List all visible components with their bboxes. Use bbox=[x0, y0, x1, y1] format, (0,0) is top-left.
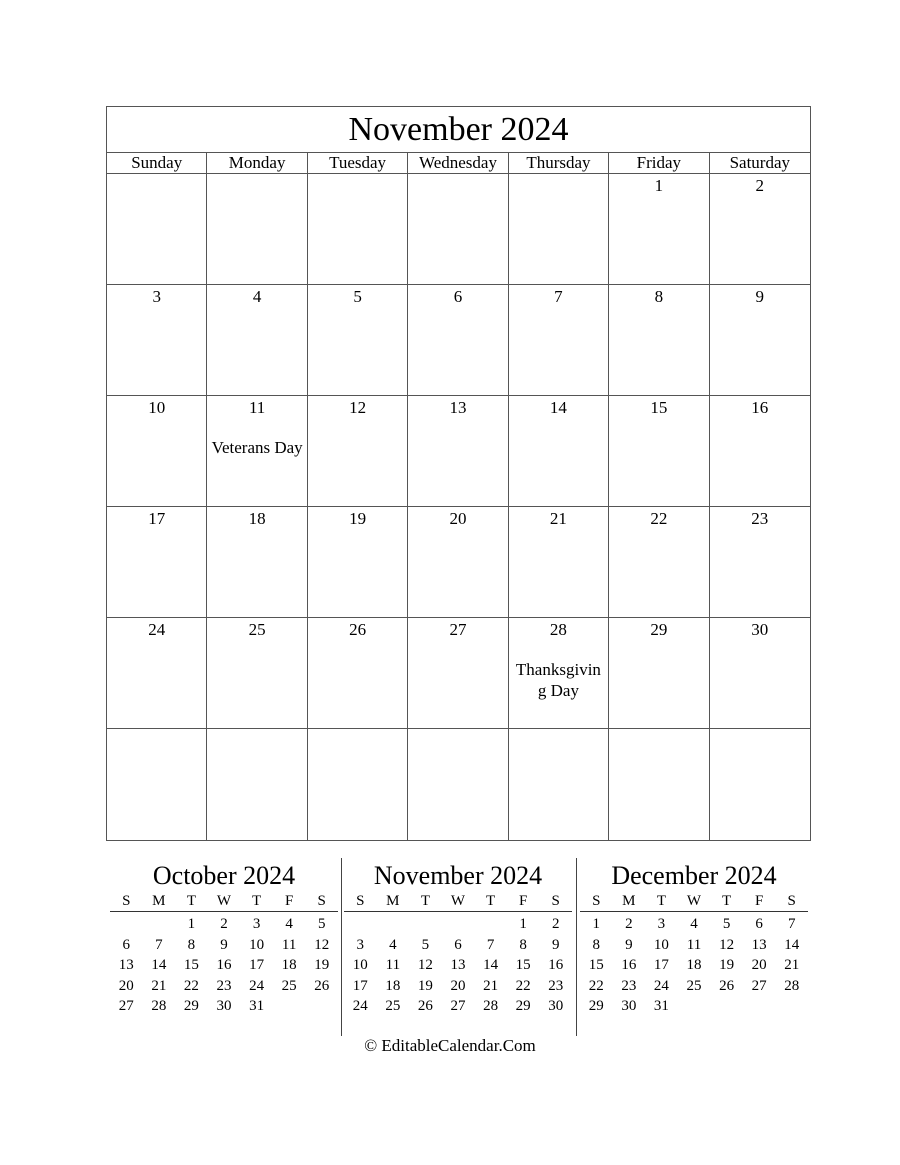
mini-day-number: 6 bbox=[755, 916, 763, 932]
day-cell bbox=[609, 507, 709, 618]
mini-weekday-header bbox=[580, 892, 808, 912]
mini-weekday-label: S bbox=[317, 893, 326, 909]
mini-day-number: 12 bbox=[314, 936, 330, 953]
day-number: 7 bbox=[554, 287, 563, 306]
day-cell bbox=[107, 285, 207, 396]
mini-day-number: 16 bbox=[548, 957, 564, 973]
day-cell bbox=[609, 396, 709, 507]
mini-day-number: 10 bbox=[653, 936, 669, 953]
mini-day-number: 29 bbox=[183, 998, 199, 1014]
holiday-label: Thanksgiving Day bbox=[515, 660, 601, 700]
mini-day-number: 18 bbox=[385, 977, 401, 994]
mini-day-number: 9 bbox=[551, 936, 560, 953]
day-cell bbox=[710, 396, 810, 507]
mini-day-number bbox=[743, 996, 776, 1017]
mini-day-number: 4 bbox=[389, 936, 397, 953]
mini-day-number bbox=[775, 996, 808, 1017]
mini-weekday-label: T bbox=[251, 893, 262, 909]
mini-day-number: 8 bbox=[187, 936, 196, 953]
mini-day-number: 22 bbox=[515, 977, 531, 994]
mini-weekday-label: S bbox=[787, 893, 796, 909]
day-number: 29 bbox=[650, 620, 668, 639]
mini-day-number: 14 bbox=[483, 957, 499, 973]
weekday-header bbox=[107, 153, 810, 174]
mini-day-number: 3 bbox=[252, 916, 261, 932]
day-number: 6 bbox=[453, 287, 463, 306]
day-cell bbox=[308, 174, 408, 285]
mini-day-number: 1 bbox=[519, 916, 527, 932]
mini-day-number: 27 bbox=[751, 977, 767, 994]
mini-day-number: 22 bbox=[588, 977, 604, 994]
mini-weekday-label: M bbox=[622, 893, 636, 909]
mini-day-number: 15 bbox=[515, 957, 531, 973]
day-number: 14 bbox=[549, 398, 567, 417]
day-cell bbox=[509, 396, 609, 507]
mini-day-number: 14 bbox=[784, 936, 800, 953]
mini-weekday-label: F bbox=[284, 893, 294, 909]
day-cell bbox=[710, 507, 810, 618]
mini-day-number: 16 bbox=[621, 957, 637, 973]
mini-day-number: 11 bbox=[385, 957, 401, 973]
mini-day-number: 5 bbox=[722, 916, 731, 932]
day-cell bbox=[609, 285, 709, 396]
day-cell bbox=[509, 618, 609, 729]
mini-month-grid bbox=[344, 912, 572, 1017]
day-number: 26 bbox=[349, 620, 367, 639]
day-cell bbox=[509, 507, 609, 618]
mini-day-number: 23 bbox=[216, 977, 232, 994]
mini-day-number: 18 bbox=[686, 957, 702, 973]
mini-day-number: 11 bbox=[281, 936, 297, 953]
day-number: 13 bbox=[449, 398, 467, 417]
day-cell bbox=[710, 174, 810, 285]
mini-weekday-label: W bbox=[216, 893, 232, 909]
main-calendar bbox=[106, 106, 811, 841]
mini-day-number: 2 bbox=[625, 916, 633, 932]
mini-day-number bbox=[409, 914, 442, 935]
day-cell bbox=[509, 729, 609, 840]
day-cell bbox=[408, 618, 508, 729]
day-cell bbox=[609, 618, 709, 729]
day-cell bbox=[609, 174, 709, 285]
day-cell bbox=[609, 729, 709, 840]
mini-day-number: 9 bbox=[220, 936, 228, 953]
day-cell bbox=[308, 618, 408, 729]
mini-day-number: 4 bbox=[690, 916, 698, 932]
weekday-label: Wednesday bbox=[408, 153, 508, 173]
mini-day-number: 17 bbox=[352, 977, 368, 994]
day-cell bbox=[509, 174, 609, 285]
day-number: 28 bbox=[549, 620, 567, 639]
day-number: 23 bbox=[751, 509, 769, 528]
day-cell bbox=[207, 285, 307, 396]
divider bbox=[576, 858, 577, 1036]
mini-weekday-label: W bbox=[450, 893, 466, 909]
day-cell bbox=[207, 507, 307, 618]
mini-calendar-title: December 2024 bbox=[611, 861, 777, 890]
mini-weekday-label: S bbox=[551, 893, 560, 909]
mini-weekday-label: M bbox=[152, 893, 166, 909]
mini-weekday-label: F bbox=[754, 893, 764, 909]
day-number: 5 bbox=[353, 287, 362, 306]
mini-day-number bbox=[273, 996, 306, 1017]
mini-day-number: 15 bbox=[183, 957, 199, 973]
mini-day-number: 28 bbox=[483, 998, 499, 1014]
mini-day-number: 13 bbox=[450, 957, 466, 973]
mini-day-number: 28 bbox=[784, 977, 800, 994]
mini-day-number: 4 bbox=[285, 916, 293, 932]
mini-day-number bbox=[305, 996, 338, 1017]
mini-day-number bbox=[710, 996, 743, 1017]
mini-day-number: 10 bbox=[249, 936, 265, 953]
mini-day-number: 25 bbox=[281, 977, 297, 994]
day-number: 3 bbox=[152, 287, 161, 306]
mini-day-number: 21 bbox=[151, 977, 167, 994]
mini-day-number: 25 bbox=[385, 998, 401, 1014]
day-number: 17 bbox=[148, 509, 166, 528]
mini-day-number: 17 bbox=[249, 957, 265, 973]
day-cell bbox=[107, 396, 207, 507]
day-cell bbox=[207, 729, 307, 840]
mini-day-number: 12 bbox=[719, 936, 735, 953]
mini-day-number: 18 bbox=[281, 957, 297, 973]
weekday-label: Monday bbox=[207, 153, 307, 173]
day-cell bbox=[207, 618, 307, 729]
day-cell bbox=[710, 285, 810, 396]
mini-day-number bbox=[143, 914, 176, 935]
mini-calendar-title: October 2024 bbox=[152, 861, 296, 890]
mini-day-number: 15 bbox=[588, 957, 604, 973]
day-number: 15 bbox=[650, 398, 668, 417]
day-cell bbox=[308, 396, 408, 507]
divider bbox=[341, 858, 342, 1036]
mini-day-number: 2 bbox=[220, 916, 228, 932]
mini-day-number: 6 bbox=[454, 936, 462, 953]
day-number: 2 bbox=[755, 176, 765, 195]
day-cell bbox=[308, 729, 408, 840]
day-cell bbox=[308, 507, 408, 618]
mini-day-number bbox=[110, 914, 143, 935]
day-number: 22 bbox=[650, 509, 668, 528]
weekday-label: Tuesday bbox=[308, 153, 408, 173]
day-number: 16 bbox=[751, 398, 769, 417]
day-number: 18 bbox=[248, 509, 266, 528]
mini-day-number: 7 bbox=[787, 916, 796, 932]
mini-day-number: 30 bbox=[548, 998, 564, 1014]
day-cell bbox=[408, 507, 508, 618]
mini-month-grid bbox=[110, 912, 338, 1017]
mini-day-number: 7 bbox=[486, 936, 495, 953]
mini-weekday-label: T bbox=[485, 893, 496, 909]
day-cell bbox=[509, 285, 609, 396]
mini-day-number: 26 bbox=[417, 998, 433, 1014]
mini-day-number: 5 bbox=[317, 916, 326, 932]
weekday-label: Saturday bbox=[729, 153, 790, 172]
day-cell bbox=[107, 174, 207, 285]
day-cell bbox=[107, 729, 207, 840]
mini-day-number: 21 bbox=[784, 957, 800, 973]
mini-weekday-label: T bbox=[186, 893, 196, 909]
mini-day-number: 11 bbox=[686, 936, 702, 953]
mini-day-number: 30 bbox=[216, 998, 232, 1014]
mini-day-number: 6 bbox=[122, 936, 131, 953]
mini-day-number bbox=[377, 914, 410, 935]
mini-day-number: 26 bbox=[314, 977, 330, 994]
day-cell bbox=[408, 396, 508, 507]
mini-day-number: 16 bbox=[216, 957, 232, 973]
holiday-label: Veterans Day bbox=[211, 438, 303, 457]
mini-day-number: 19 bbox=[417, 977, 433, 994]
mini-day-number: 1 bbox=[187, 916, 196, 932]
mini-day-number: 20 bbox=[450, 977, 466, 994]
weekday-label: Friday bbox=[609, 153, 709, 173]
mini-day-number: 10 bbox=[352, 957, 368, 973]
mini-weekday-label: S bbox=[122, 893, 131, 909]
mini-day-number: 25 bbox=[686, 977, 702, 994]
mini-day-number: 7 bbox=[155, 936, 163, 953]
day-number: 11 bbox=[248, 398, 266, 417]
mini-weekday-label: F bbox=[518, 893, 528, 909]
mini-day-number: 30 bbox=[621, 998, 637, 1014]
day-number: 1 bbox=[654, 176, 664, 195]
day-number: 20 bbox=[449, 509, 467, 528]
day-cell bbox=[408, 174, 508, 285]
month-grid bbox=[107, 174, 810, 840]
mini-day-number: 29 bbox=[515, 998, 531, 1014]
mini-day-number: 27 bbox=[450, 998, 466, 1014]
mini-day-number: 14 bbox=[151, 957, 167, 973]
day-number: 10 bbox=[148, 398, 166, 417]
mini-day-number: 29 bbox=[588, 998, 604, 1014]
day-number: 21 bbox=[549, 509, 567, 528]
mini-day-number: 20 bbox=[118, 977, 134, 994]
mini-calendar-december bbox=[580, 860, 808, 1017]
mini-day-number: 28 bbox=[151, 998, 167, 1014]
mini-day-number: 19 bbox=[719, 957, 735, 973]
mini-day-number: 5 bbox=[421, 936, 430, 953]
mini-calendar-october bbox=[110, 860, 338, 1017]
mini-day-number: 23 bbox=[548, 977, 564, 994]
mini-weekday-label: W bbox=[686, 893, 702, 909]
mini-day-number: 12 bbox=[417, 957, 433, 973]
day-number: 8 bbox=[654, 287, 664, 306]
day-number: 27 bbox=[449, 620, 467, 639]
mini-day-number: 31 bbox=[653, 998, 669, 1014]
mini-day-number bbox=[474, 914, 507, 935]
mini-calendar-november bbox=[344, 860, 572, 1017]
mini-day-number: 19 bbox=[314, 957, 330, 973]
mini-day-number: 17 bbox=[653, 957, 669, 973]
mini-day-number: 31 bbox=[249, 998, 265, 1014]
mini-day-number: 13 bbox=[118, 957, 134, 973]
mini-weekday-label: S bbox=[356, 893, 365, 909]
mini-weekday-label: T bbox=[721, 893, 732, 909]
mini-day-number bbox=[344, 914, 377, 935]
copyright-footer: © EditableCalendar.Com bbox=[364, 1036, 536, 1055]
day-number: 30 bbox=[751, 620, 769, 639]
mini-calendar-title: November 2024 bbox=[373, 861, 543, 890]
page-title: November 2024 bbox=[107, 107, 810, 153]
mini-day-number: 3 bbox=[356, 936, 365, 953]
day-number: 25 bbox=[248, 620, 266, 639]
mini-day-number: 9 bbox=[625, 936, 633, 953]
day-number: 12 bbox=[349, 398, 367, 417]
mini-day-number: 8 bbox=[592, 936, 601, 953]
day-cell bbox=[308, 285, 408, 396]
weekday-label: Thursday bbox=[509, 153, 609, 173]
day-cell bbox=[207, 396, 307, 507]
day-cell bbox=[408, 285, 508, 396]
day-cell bbox=[710, 618, 810, 729]
mini-weekday-label: T bbox=[656, 893, 666, 909]
day-number: 4 bbox=[252, 287, 262, 306]
day-number: 24 bbox=[148, 620, 166, 639]
mini-day-number: 24 bbox=[249, 977, 265, 994]
mini-day-number: 3 bbox=[657, 916, 666, 932]
day-number: 9 bbox=[755, 287, 765, 306]
mini-day-number: 20 bbox=[751, 957, 767, 973]
mini-month-grid bbox=[580, 912, 808, 1017]
mini-weekday-label: T bbox=[420, 893, 430, 909]
mini-day-number: 26 bbox=[719, 977, 735, 994]
mini-weekday-label: S bbox=[592, 893, 601, 909]
mini-day-number: 2 bbox=[551, 916, 560, 932]
mini-day-number: 27 bbox=[118, 998, 134, 1014]
day-number: 19 bbox=[349, 509, 367, 528]
mini-weekday-label: M bbox=[386, 893, 400, 909]
mini-day-number: 21 bbox=[483, 977, 499, 994]
day-cell bbox=[408, 729, 508, 840]
mini-weekday-header bbox=[344, 892, 572, 912]
mini-day-number: 13 bbox=[751, 936, 767, 953]
mini-day-number: 1 bbox=[592, 916, 601, 932]
mini-day-number: 24 bbox=[352, 998, 368, 1014]
mini-weekday-header bbox=[110, 892, 338, 912]
weekday-label: Sunday bbox=[107, 153, 207, 173]
mini-day-number: 22 bbox=[183, 977, 199, 994]
mini-day-number: 23 bbox=[621, 977, 637, 994]
mini-day-number: 24 bbox=[653, 977, 669, 994]
mini-day-number bbox=[678, 996, 711, 1017]
day-cell bbox=[207, 174, 307, 285]
day-cell bbox=[710, 729, 810, 840]
mini-day-number bbox=[442, 914, 475, 935]
day-cell bbox=[107, 618, 207, 729]
mini-day-number: 8 bbox=[519, 936, 527, 953]
day-cell bbox=[107, 507, 207, 618]
